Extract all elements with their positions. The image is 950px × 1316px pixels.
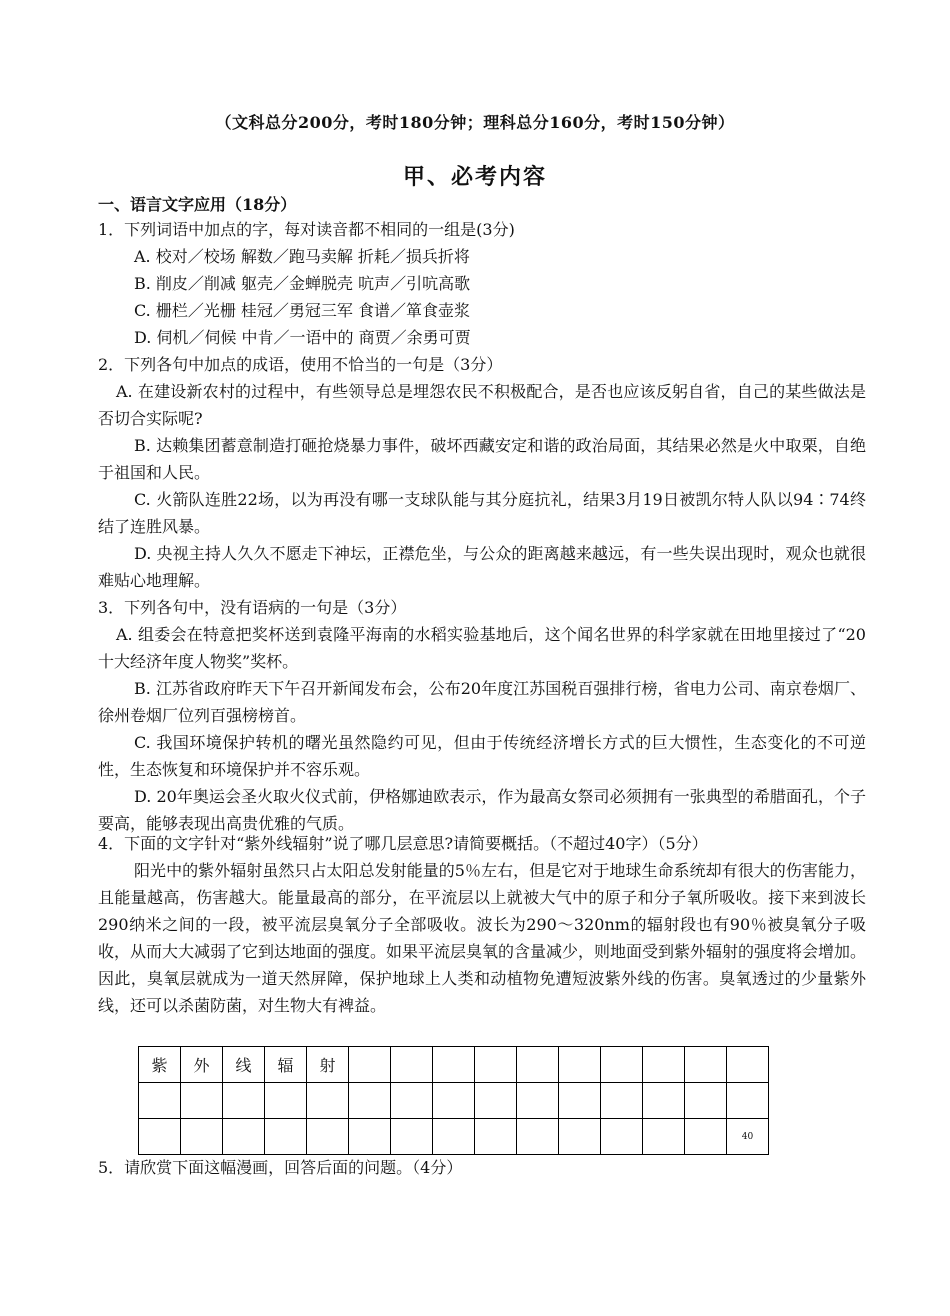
answer-grid-row bbox=[139, 1083, 769, 1119]
grid-cell[interactable] bbox=[517, 1083, 559, 1119]
grid-cell[interactable] bbox=[265, 1119, 307, 1155]
grid-cell[interactable] bbox=[139, 1083, 181, 1119]
grid-cell[interactable] bbox=[727, 1047, 769, 1083]
grid-cell[interactable] bbox=[475, 1119, 517, 1155]
grid-cell[interactable] bbox=[601, 1047, 643, 1083]
exam-header: （文科总分200分，考时180分钟；理科总分160分，考时150分钟） bbox=[215, 113, 735, 132]
grid-cell[interactable] bbox=[307, 1119, 349, 1155]
question-1 bbox=[98, 216, 866, 351]
grid-cell[interactable] bbox=[517, 1047, 559, 1083]
grid-cell[interactable] bbox=[433, 1047, 475, 1083]
question-3-option-d: D. 20年奥运会圣火取火仪式前，伊格娜迪欧表示，作为最高女祭司必须拥有一张典型的希腊面孔，个子要高，能够表现出高贵优雅的气质。 bbox=[98, 787, 866, 833]
answer-grid-row bbox=[139, 1119, 769, 1155]
grid-cell[interactable] bbox=[643, 1047, 685, 1083]
question-2-option-b: B. 达赖集团蓄意制造打砸抢烧暴力事件，破坏西藏安定和谐的政治局面，其结果必然是火中取栗，自绝于祖国和人民。 bbox=[98, 436, 866, 482]
grid-cell[interactable] bbox=[601, 1119, 643, 1155]
question-1-option-c: C. 栅栏／光栅 桂冠／勇冠三军 食谱／箪食壶浆 bbox=[134, 301, 471, 320]
grid-cell[interactable] bbox=[223, 1119, 265, 1155]
grid-cell[interactable]: 射 bbox=[307, 1047, 349, 1083]
grid-cell[interactable] bbox=[139, 1119, 181, 1155]
grid-cell[interactable] bbox=[559, 1083, 601, 1119]
page-title: 甲、必考内容 bbox=[402, 164, 547, 190]
answer-grid-row bbox=[139, 1047, 769, 1083]
question-1-option-b: B. 削皮／削减 躯壳／金蝉脱壳 吭声／引吭高歌 bbox=[134, 274, 471, 293]
grid-cell[interactable] bbox=[433, 1083, 475, 1119]
question-2 bbox=[98, 351, 866, 594]
grid-cell[interactable]: 外 bbox=[181, 1047, 223, 1083]
grid-cell[interactable] bbox=[349, 1083, 391, 1119]
grid-cell[interactable] bbox=[181, 1083, 223, 1119]
grid-cell[interactable] bbox=[475, 1047, 517, 1083]
question-3-option-c: C. 我国环境保护转机的曙光虽然隐约可见，但由于传统经济增长方式的巨大惯性，生态变化的不可逆性，生态恢复和环境保护并不容乐观。 bbox=[98, 733, 866, 779]
grid-cell[interactable]: 紫 bbox=[139, 1047, 181, 1083]
question-5 bbox=[98, 1154, 866, 1181]
grid-cell[interactable] bbox=[559, 1047, 601, 1083]
grid-cell[interactable] bbox=[643, 1083, 685, 1119]
grid-cell[interactable] bbox=[685, 1119, 727, 1155]
question-1-option-d: D. 伺机／伺候 中肯／一语中的 商贾／余勇可贾 bbox=[134, 328, 471, 347]
grid-cell-count-mark: 40 bbox=[727, 1119, 769, 1155]
grid-cell[interactable] bbox=[349, 1119, 391, 1155]
question-2-option-c: C. 火箭队连胜22场，以为再没有哪一支球队能与其分庭抗礼，结果3月19日被凯尔特人队以94∶74终结了连胜风暴。 bbox=[98, 490, 866, 536]
grid-cell[interactable] bbox=[643, 1119, 685, 1155]
grid-cell[interactable]: 辐 bbox=[265, 1047, 307, 1083]
question-1-option-a: A. 校对／校场 解数／跑马卖解 折耗／损兵折将 bbox=[134, 247, 470, 266]
grid-cell[interactable] bbox=[391, 1119, 433, 1155]
grid-cell[interactable] bbox=[265, 1083, 307, 1119]
grid-cell[interactable] bbox=[727, 1083, 769, 1119]
question-2-option-a: A. 在建设新农村的过程中，有些领导总是埋怨农民不积极配合，是否也应该反躬自省，自己的某些做法是否切合实际呢? bbox=[98, 382, 866, 428]
question-4-passage: 阳光中的紫外辐射虽然只占太阳总发射能量的5％左右，但是它对于地球生命系统却有很大的伤害能力，且能量越高，伤害越大。能量最高的部分，在平流层以上就被大气中的原子和分子氧所吸收。接下来到波长290纳米之间的一段，被平流层臭氧分子全部吸收。波长为290～320nm的辐射段也有90％被臭氧分子吸收，从而大大减弱了它到达地面的强度。如果平流层臭氧的含量减少，则地面受到紫外辐射的强度将会增加。因此，臭氧层就成为一道天然屏障，保护地球上人类和动植物免遭短波紫外线的伤害。臭氧透过的少量紫外线，还可以杀菌防菌，对生物大有裨益。 bbox=[98, 861, 867, 1015]
section-heading: 一、语言文字应用（18分） bbox=[98, 195, 297, 214]
grid-cell[interactable] bbox=[433, 1119, 475, 1155]
question-5-stem: 5．请欣赏下面这幅漫画，回答后面的问题。（4分） bbox=[98, 1158, 463, 1177]
question-2-stem: 2．下列各句中加点的成语，使用不恰当的一句是（3分） bbox=[98, 355, 503, 374]
grid-cell[interactable] bbox=[475, 1083, 517, 1119]
grid-cell[interactable] bbox=[601, 1083, 643, 1119]
grid-cell[interactable] bbox=[307, 1083, 349, 1119]
question-4-stem: 4．下面的文字针对“紫外线辐射”说了哪几层意思?请简要概括。（不超过40字）（5分） bbox=[98, 834, 708, 853]
question-3-option-b: B. 江苏省政府昨天下午召开新闻发布会，公布20年度江苏国税百强排行榜，省电力公司、南京卷烟厂、徐州卷烟厂位列百强榜榜首。 bbox=[98, 679, 866, 725]
question-1-stem: 1．下列词语中加点的字，每对读音都不相同的一组是(3分) bbox=[98, 220, 515, 239]
grid-cell[interactable] bbox=[517, 1119, 559, 1155]
question-3-option-a: A. 组委会在特意把奖杯送到袁隆平海南的水稻实验基地后，这个闻名世界的科学家就在田地里接过了“20十大经济年度人物奖”奖杯。 bbox=[98, 625, 866, 671]
grid-cell[interactable] bbox=[391, 1047, 433, 1083]
grid-cell[interactable] bbox=[685, 1083, 727, 1119]
question-3-stem: 3．下列各句中，没有语病的一句是（3分） bbox=[98, 598, 407, 617]
question-3 bbox=[98, 594, 866, 837]
answer-grid bbox=[138, 1046, 769, 1155]
grid-cell[interactable] bbox=[223, 1083, 265, 1119]
question-2-option-d: D. 央视主持人久久不愿走下神坛，正襟危坐，与公众的距离越来越远，有一些失误出现时，观众也就很难贴心地理解。 bbox=[98, 544, 866, 590]
grid-cell[interactable] bbox=[349, 1047, 391, 1083]
grid-cell[interactable] bbox=[181, 1119, 223, 1155]
grid-cell[interactable] bbox=[685, 1047, 727, 1083]
grid-cell[interactable] bbox=[391, 1083, 433, 1119]
grid-cell[interactable]: 线 bbox=[223, 1047, 265, 1083]
question-4 bbox=[98, 830, 866, 1019]
grid-cell[interactable] bbox=[559, 1119, 601, 1155]
